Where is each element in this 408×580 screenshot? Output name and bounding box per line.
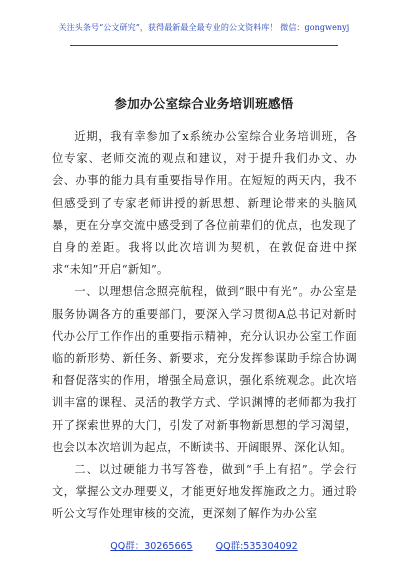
footer-qq-group-2[interactable]: QQ群:535304092 <box>215 541 298 552</box>
paragraph-intro: 近期，我有幸参加了x系统办公室综合业务培训班，各位专家、老师交流的观点和建议，对于提升我们办文、办会、办事的能力具有重要指导作用。在短短的两天内，我不但感受到了专家老师讲授的新思想、新理论带来的头脑风暴，更在分享交流中感受到了各位前辈们的优点，也发现了自身的差距。我将以此次培训为契机，在敦促奋进中探求“未知”开启“新知”。 <box>52 130 357 277</box>
footer-qq-group-1[interactable]: QQ群：30265665 <box>110 541 193 552</box>
document-body <box>52 126 357 526</box>
document-title: 参加办公室综合业务培训班感悟 <box>114 96 294 111</box>
paragraph-section-1: 一、以理想信念照亮航程，做到“眼中有光”。办公室是服务协调各方的重要部门，要深入学习贯彻A总书记对新时代办公厅工作作出的重要指示精神，充分认识办公室工作面临的新形势、新任务、新要求，充分发挥参谋助手综合协调和督促落实的作用，增强全局意识，强化系统观念。此次培训丰富的课程、灵活的教学方式、学识渊博的老师都为我打开了探索世界的大门，引发了对新事物新思想的学习渴望，也会以本次培训为起点，不断读书、开阔眼界、深化认知。 <box>52 285 357 454</box>
header-note: 关注头条号“公文研究”，获得最新最全最专业的公文资料库！ 微信：gongwenyj <box>58 23 350 32</box>
paragraph-section-2: 二、以过硬能力书写答卷，做到“手上有招”。学会行文，掌握公文办理要义，才能更好地发挥施政之力。通过聆听公文写作处理审核的交流，更深刻了解作为办公室 <box>52 463 357 521</box>
header-divider <box>70 45 338 46</box>
footer <box>0 538 408 552</box>
